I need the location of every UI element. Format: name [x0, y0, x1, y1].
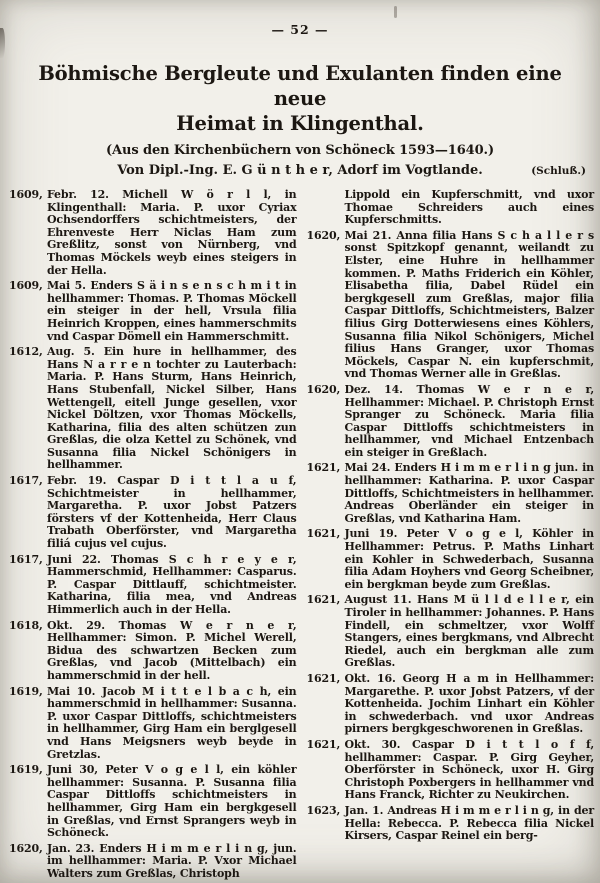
entry-text: Okt. 29. Thomas W e r n e r, Hellhammer: Simon. P. Michel Werell, Bidua des schwartzen Becken zum Greßlas, vnd Jacob (Mittelbach) ein hammerschmid in der hell.	[47, 618, 297, 682]
entry-year: 1619,	[9, 763, 43, 777]
left-column	[9, 189, 297, 883]
entry-year: 1609,	[9, 279, 43, 293]
register-entry	[9, 189, 297, 277]
two-column-body	[0, 189, 600, 883]
register-entry	[9, 475, 297, 551]
entry-text: Juni 22. Thomas S c h r e y e r, Hammerschmid, Hellhammer: Casparus. P. Caspar Dittlauff, schichtmeister. Katharina, filia mea, vnd Andreas Himmerlich auch in der Hella.	[47, 552, 297, 616]
entry-year: 1621,	[306, 737, 341, 751]
register-entry	[9, 346, 297, 472]
entry-year: 1621,	[306, 593, 341, 607]
entry-text: Aug. 5. Ein hure in hellhammer, des Hans N a r r e n tochter zu Lauterbach: Maria. P. Hans Sturm, Hans Heinrich, Hans Stubenfall, Nickel Silber, Hans Wettengell, eitell Junge gesellen, vxor Nickel Döltzen, vxor Thomas Möckells, Katharina, filia des alten schützen zun Greßlas, die olza Kettel zu Schönek, vnd Susanna filia Nickel Schönigers in hellhammer.	[47, 345, 297, 472]
register-entry	[307, 462, 595, 525]
entry-text: August 11. Hans M ü l l d e l l e r, ein Tiroler in hellhammer: Johannes. P. Hans Findell, ein schmeltzer, vxor Wolff Stangers, eines bergkmans, vnd Albrecht Riedel, auch ein bergkman alle zum Greßlas.	[344, 593, 594, 670]
register-entry	[307, 528, 595, 591]
article-subtitle: (Aus den Kirchenbüchern von Schöneck 1593—1640.)	[105, 143, 495, 158]
register-entry	[9, 620, 297, 683]
entry-year: 1617,	[9, 552, 43, 566]
entry-text: Mai 21. Anna filia Hans S c h a l l e r s sonst Spitzkopf genannt, weilandt zu Elster, eine Huhre in hellhammer kommen. P. Maths Friderich ein Köhler, Elisabetha filia, Dabel Rüdel ein bergkgesell zum Greßlas, major filia Caspar Dittloffs, Schichtmeisters, Balzer filius Girg Dotterwiesens eines Köhlers, Susanna filia Nikol Schönigers, Michel filius Hans Granger, uxor Thomas Möckels, Caspar N. ein kupferschmit, vnd Thomas Werner alle in Greßlas.	[344, 228, 594, 381]
entry-year: 1621,	[306, 527, 341, 541]
register-entry	[307, 673, 595, 736]
title-line-1: Böhmische Bergleute und Exulanten finden eine neue	[38, 62, 562, 110]
byline-row	[0, 163, 600, 178]
right-column	[307, 189, 595, 883]
entry-year: 1621,	[306, 461, 341, 475]
entry-text: Dez. 14. Thomas W e r n e r, Hellhammer: Michael. P. Christoph Ernst Spranger zu Schöneck. Maria filia Caspar Dittloffs schichtmeisters in hellhammer, vnd Michael Entzenbach ein steiger in Greßlach.	[344, 382, 594, 459]
entry-text: Mai 5. Enders S ä i n s e n s c h m i t in hellhammer: Thomas. P. Thomas Möckell ein steiger in der hell, Vrsula filia Heinrich Kroppen, eines hammerschmits vnd Caspar Dömell ein Hammerschmitt.	[47, 279, 297, 343]
entry-text: Juni 30, Peter V o g e l l, ein köhler hellhammer: Susanna. P. Susanna filia Caspar Dittloffs schichtmeisters in hellhammer, Girg Ham ein bergkgesell in Greßlas, vnd Ernst Sprangers weyb in Schöneck.	[47, 763, 297, 840]
entry-year: 1618,	[9, 618, 43, 632]
scan-artifact	[394, 6, 397, 18]
register-entry	[307, 594, 595, 670]
entry-year: 1623,	[306, 803, 341, 817]
entry-text: Okt. 30. Caspar D i t t l o f f, hellhammer: Caspar. P. Girg Geyher, Oberförster in Schöneck, uxor H. Girg Christoph Poxbergers in hellhammer vnd Hans Franck, Richter zu Neukirchen.	[344, 737, 594, 802]
register-entry	[9, 280, 297, 343]
register-entry	[307, 739, 595, 802]
entry-year: 1609,	[9, 188, 43, 201]
closing-note: (Schluß.)	[531, 165, 586, 177]
register-entry	[307, 805, 595, 843]
entry-year: 1620,	[306, 382, 341, 396]
entry-text: Mai 10. Jacob M i t t e l b a c h, ein hammerschmid in hellhammer: Susanna. P. uxor Caspar Dittloffs, schichtmeisters in hellhammer, Girg Ham ein berglgesell vnd Hans Meigsners weyb beyde in Gretzlas.	[47, 684, 297, 761]
entry-text: Mai 24. Enders H i m m e r l i n g jun. in hellhammer: Katharina. P. uxor Caspar Dittloffs, Schichtmeisters in hellhammer. Andreas Oberländer ein steiger in Greßlas, vnd Katharina Ham.	[344, 461, 594, 525]
entry-year: 1619,	[9, 684, 43, 698]
register-entry	[9, 764, 297, 840]
register-entry	[9, 843, 297, 881]
entry-year: 1620,	[306, 228, 341, 242]
page-number: — 52 —	[271, 22, 329, 37]
entry-text: Juni 19. Peter V o g e l, Köhler in Hellhammer: Petrus. P. Maths Linhart ein Kohler in Schwederbach, Susanna filia Adam Hoyhers vnd Georg Scheibner, ein bergkman beyde zum Greßlas.	[344, 527, 594, 591]
author-byline: Von Dipl.-Ing. E. G ü n t h e r, Adorf im Vogtlande.	[117, 163, 483, 178]
register-entry	[307, 230, 595, 381]
entry-text: Jan. 23. Enders H i m m e r l i n g, jun. im hellhammer: Maria. P. Vxor Michael Walters zum Greßlas, Christoph	[47, 841, 297, 880]
entry-text: Febr. 19. Caspar D i t t l a u f, Schichtmeister in hellhammer, Margaretha. P. uxor Jobst Patzers försters vf der Kottenheida, Herr Claus Trabath Oberförster, vnd Margaretha filiá cujus vel cujus.	[47, 474, 297, 551]
entry-year: 1612,	[9, 345, 43, 359]
article-title	[12, 61, 588, 136]
scan-artifact	[0, 28, 5, 58]
register-entry	[9, 686, 297, 762]
entry-year: 1620,	[9, 841, 43, 855]
entry-text: Okt. 16. Georg H a m in Hellhammer: Margarethe. P. uxor Jobst Patzers, vf der Kottenheida. Jochim Linhart ein Köhler in schwederbach. vnd uxor Andreas pirners bergkgeschworenen in Greßlas.	[344, 671, 594, 736]
entry-year: 1621,	[306, 671, 341, 685]
register-entry	[9, 554, 297, 617]
entry-text: Jan. 1. Andreas H i m m e r l i n g, in der Hella: Rebecca. P. Rebecca filia Nickel Kirsers, Caspar Reinel ein berg-	[344, 803, 594, 843]
title-line-2: Heimat in Klingenthal.	[176, 112, 424, 135]
entry-text: Lippold ein Kupferschmitt, vnd uxor Thomae Schreiders auch eines Kupferschmitts.	[344, 188, 594, 227]
entry-text: Febr. 12. Michell W ö r l l, in Klingenthall: Maria. P. uxor Cyriax Ochsendorffers schichtmeisters, der Ehrenveste Herr Niclas Ham zum Greßlitz, sonst von Nürnberg, vnd Thomas Möckels weyb eines steigers in der Hella.	[47, 188, 297, 277]
entry-year: 1617,	[9, 474, 43, 488]
register-entry-continuation	[307, 189, 595, 227]
register-entry	[307, 384, 595, 460]
